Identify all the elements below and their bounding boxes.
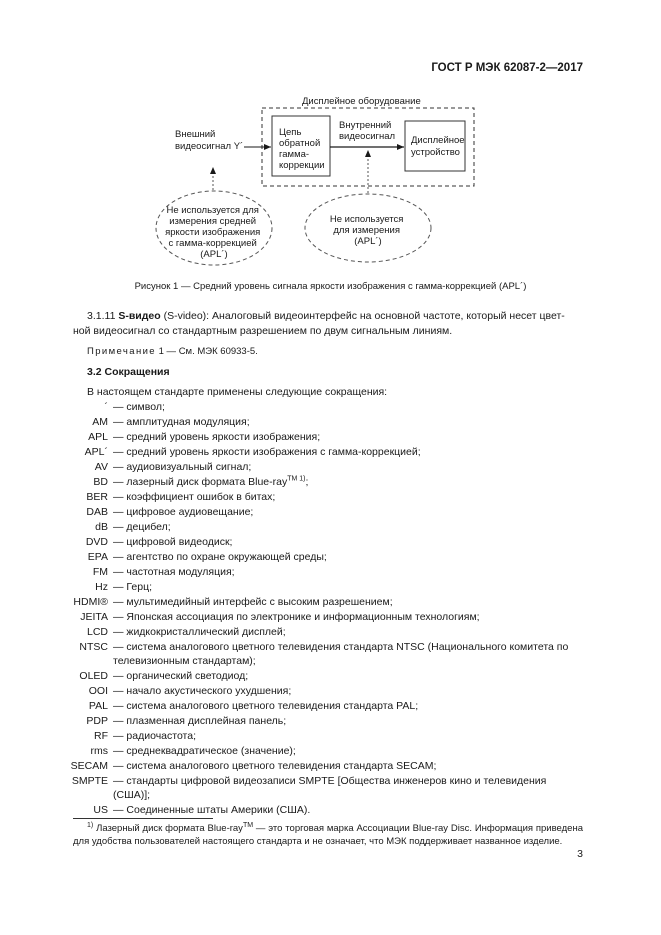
definition-term: S-видео (118, 310, 161, 322)
abbreviation-description: — Герц; (113, 581, 153, 593)
abbreviation-term: AM (92, 416, 108, 428)
abbreviation-description: — частотная модуляция; (113, 566, 235, 578)
abbreviation-term: NTSC (79, 641, 108, 653)
abbreviation-term: FM (92, 566, 108, 578)
abbreviation-description: — агентство по охране окружающей среды; (113, 551, 327, 563)
abbreviation-term: SMPTE (71, 775, 108, 787)
abbreviation-description: — цифровое аудиовещание; (113, 506, 254, 518)
note-text: 1 — См. МЭК 60933-5. (156, 346, 258, 357)
abbreviation-description: — аудиовизуальный сигнал; (113, 461, 252, 473)
abbreviation-term: OLED (79, 670, 108, 682)
abbreviation-term: PDP (86, 715, 108, 727)
abbreviation-term: PAL (88, 700, 108, 712)
abbreviation-description: — лазерный диск формата Blue-ray$^{TM 1)}$; (113, 475, 309, 488)
abbreviation-term: APL (88, 431, 108, 443)
definition-number: 3.1.11 (87, 310, 116, 322)
footnote-text-a: Лазерный диск формата Blue-ray (93, 823, 243, 834)
display-device-label: Дисплейное устройство (411, 135, 465, 158)
abbreviation-term: US (93, 804, 108, 816)
abbreviation-description: — Соединенные штаты Америки (США). (113, 804, 311, 816)
abbreviation-term: Hz (95, 581, 108, 593)
abbreviation-description: — система аналогового цветного телевидения стандарта NTSC (Национального комитета по телевизионным стандартам); (113, 641, 569, 667)
abbreviation-description: — жидкокристаллический дисплей; (113, 626, 286, 638)
abbreviation-term: rms (90, 745, 108, 757)
note-label: Примечание (87, 346, 156, 357)
abbreviation-description: — мультимедийный интерфейс с высоким разрешением; (113, 596, 393, 608)
abbreviation-term: HDMI® (73, 596, 108, 608)
abbreviation-description: — амплитудная модуляция; (113, 416, 250, 428)
abbreviation-description: — плазменная дисплейная панель; (113, 715, 287, 727)
abbreviation-term: EPA (87, 551, 108, 563)
figure-1-diagram (0, 0, 661, 280)
abbreviation-description: — символ; (113, 401, 165, 413)
trademark-superscript: TM 1) (287, 475, 306, 483)
abbreviation-description: — средний уровень яркости изображения; (113, 431, 321, 443)
abbreviation-description: — начало акустического ухудшения; (113, 685, 292, 697)
abbreviation-description: — радиочастота; (113, 730, 197, 742)
abbreviation-description: — децибел; (113, 521, 171, 533)
section-intro: В настоящем стандарте применены следующие сокращения: (87, 386, 388, 398)
abbreviation-term: RF (94, 730, 108, 742)
abbreviation-term: ´ (104, 401, 108, 413)
left-ellipse-text: Не используется для измерения средней яркости изображения с гамма-коррекцией (APL´) (165, 205, 261, 260)
abbreviation-description: — цифровой видеодиск; (113, 536, 233, 548)
definition-3-1-11 (73, 309, 583, 338)
abbreviation-description: — стандарты цифровой видеозаписи SMPTE [Общества инженеров кино и телевидения (США)]; (113, 775, 547, 801)
abbreviation-term: LCD (86, 626, 108, 638)
abbreviation-description: — средний уровень яркости изображения с гамма-коррекцией; (113, 446, 421, 458)
abbreviation-term: APL´ (84, 446, 108, 458)
external-signal-label: Внешний видеосигнал Y´ (175, 129, 244, 152)
abbreviation-term: DAB (86, 506, 108, 518)
footnote-mark: 1) (87, 821, 94, 829)
document-header: ГОСТ Р МЭК 62087-2—2017 (431, 62, 583, 74)
definition-text: (S-video): Аналоговый видеоинтерфейс на основной частоте, который несет цвет- (160, 310, 565, 322)
abbreviation-term: BER (86, 491, 108, 503)
footnote-tm: TM (242, 821, 254, 829)
gamma-box-label: Цепь обратной гамма- коррекции (279, 127, 325, 171)
abbreviation-term: AV (94, 461, 108, 473)
abbreviation-term: dB (95, 521, 108, 533)
abbreviation-term: OOI (88, 685, 108, 697)
abbreviation-description: — органический светодиод; (113, 670, 249, 682)
abbreviation-description: — система аналогового цветного телевидения стандарта PAL; (113, 700, 419, 712)
footnote (73, 822, 583, 848)
abbreviation-term: JEITA (80, 611, 108, 623)
footnote-rule (73, 818, 213, 819)
abbreviation-description: — система аналогового цветного телевидения стандарта SECAM; (113, 760, 437, 772)
dashed-box-title: Дисплейное оборудование (302, 96, 421, 107)
abbreviation-description: — среднеквадратическое (значение); (113, 745, 296, 757)
page-number: 3 (577, 848, 583, 860)
display-device-box (405, 121, 465, 171)
abbreviation-term: DVD (85, 536, 108, 548)
figure-caption: Рисунок 1 — Средний уровень сигнала яркости изображения с гамма-коррекцией (APL´) (134, 281, 527, 292)
abbreviation-description: — Японская ассоциация по электронике и информационным технологиям; (113, 611, 480, 623)
abbreviation-description: — коэффициент ошибок в битах; (113, 491, 276, 503)
abbreviation-term: SECAM (70, 760, 108, 772)
internal-signal-label: Внутренний видеосигнал (339, 120, 396, 142)
abbreviation-term: BD (93, 476, 108, 488)
definition-text-2: ной видеосигнал со стандартным разрешением по двум сигнальным линиям. (73, 324, 453, 337)
footnote-text-b: — это торговая марка Ассоциации Blue-ray Disc. Информация приведена для удобства пользователей настоящего стандарта и не означает, что МЭК поддерживает названное изделие. (73, 823, 583, 847)
section-heading: 3.2 Сокращения (87, 366, 170, 378)
right-ellipse-text: Не используется для измерения (APL´) (329, 214, 404, 247)
note (87, 346, 258, 357)
